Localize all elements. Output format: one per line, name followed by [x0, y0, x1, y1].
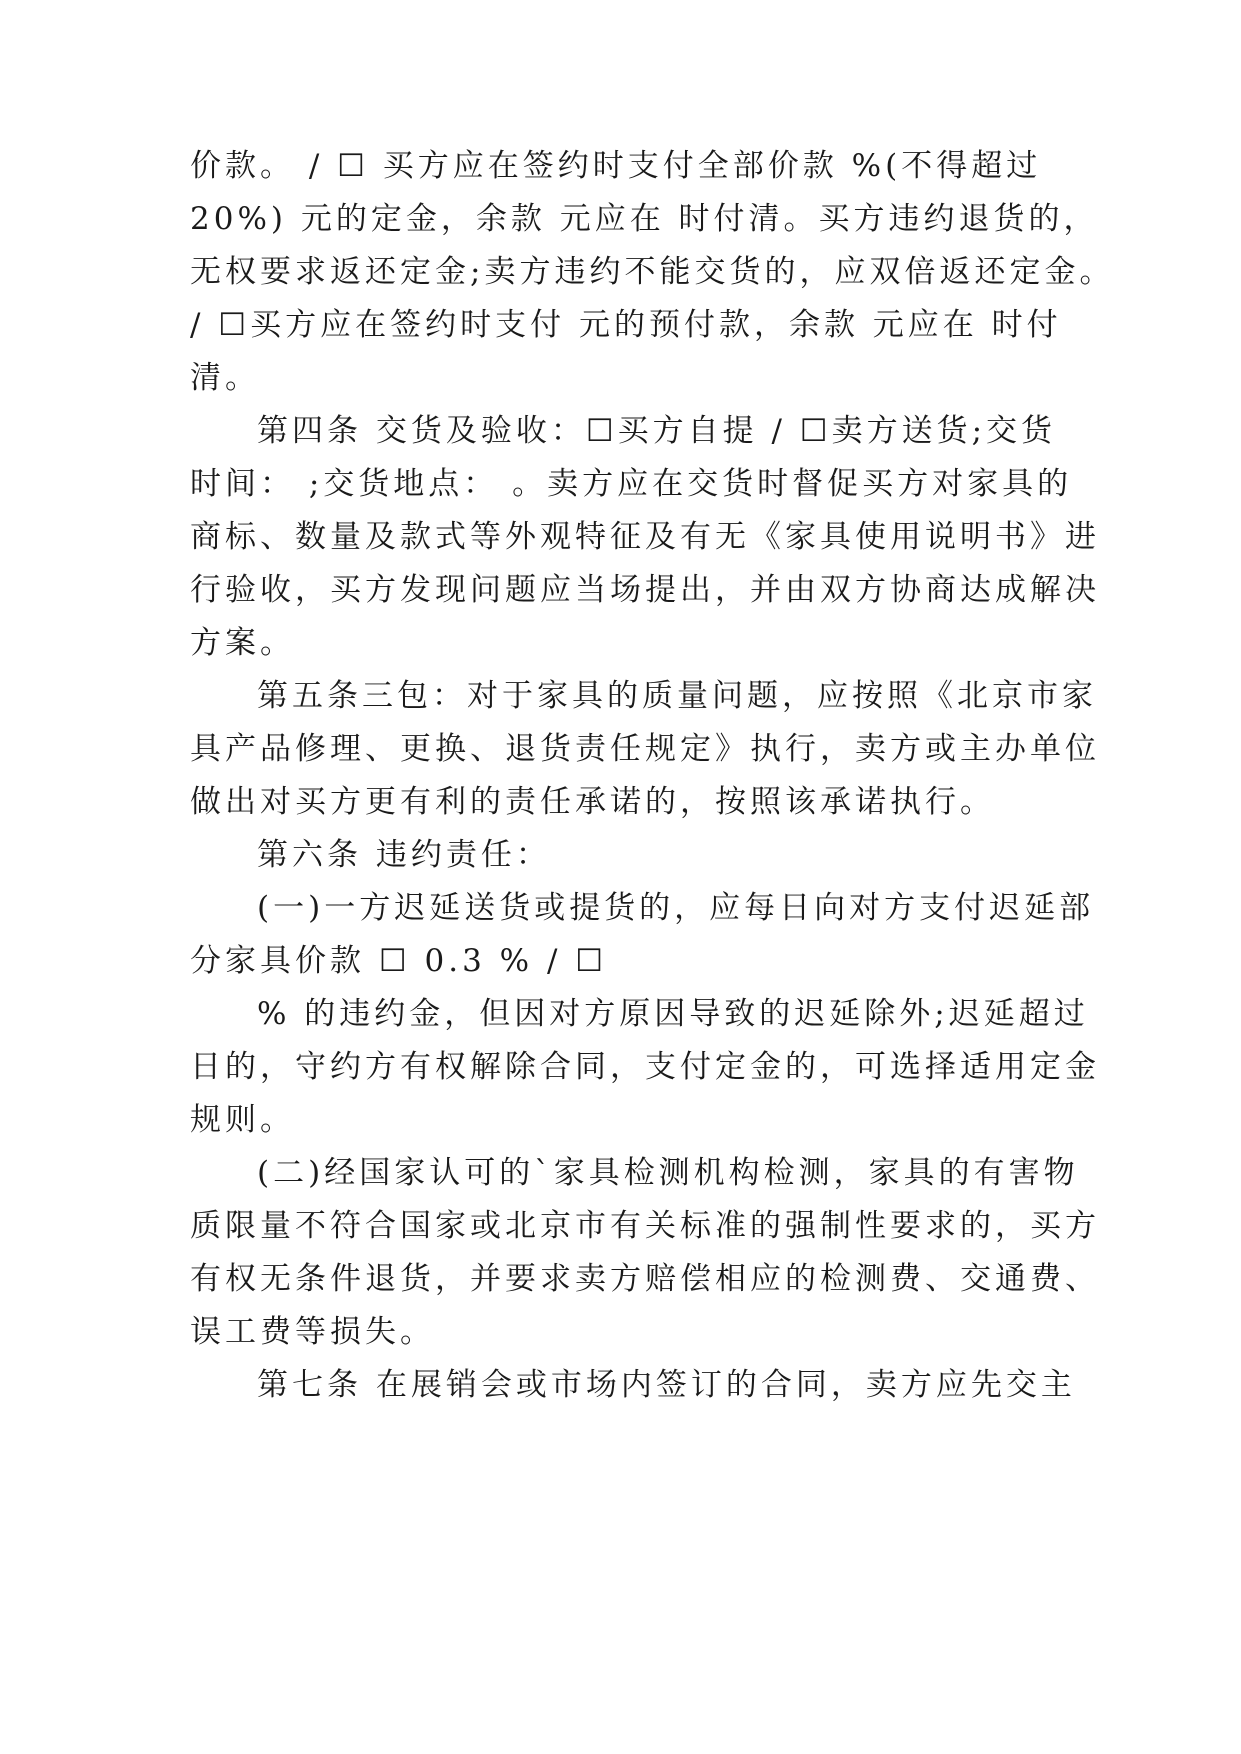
text-line: % 的违约金，但因对方原因导致的迟延除外;迟延超过	[257, 996, 1089, 1032]
text-line: 做出对买方更有利的责任承诺的，按照该承诺执行。	[190, 784, 995, 820]
text-line: 规则。	[190, 1102, 295, 1138]
text-line: 质限量不符合国家或北京市有关标准的强制性要求的，买方	[190, 1208, 1100, 1244]
text-line: 商标、数量及款式等外观特征及有无《家具使用说明书》进	[190, 519, 1100, 555]
text-line: 20%) 元的定金，余款 元应在 时付清。买方违约退货的，	[190, 201, 1099, 237]
text-line: 具产品修理、更换、退货责任规定》执行，卖方或主办单位	[190, 731, 1100, 767]
text-line: 第四条 交货及验收：☐买方自提 / ☐卖方送货;交货	[257, 413, 1057, 449]
text-line: 日的，守约方有权解除合同，支付定金的，可选择适用定金	[190, 1049, 1100, 1085]
text-line: 清。	[190, 360, 260, 396]
text-line: 行验收，买方发现问题应当场提出，并由双方协商达成解决	[190, 572, 1100, 608]
text-line: 价款。 / ☐ 买方应在签约时支付全部价款 %(不得超过	[190, 148, 1042, 184]
text-line: 第七条 在展销会或市场内签订的合同，卖方应先交主	[257, 1367, 1076, 1403]
text-line: 误工费等损失。	[190, 1314, 435, 1350]
text-line: 无权要求返还定金;卖方违约不能交货的，应双倍返还定金。	[190, 254, 1115, 290]
text-line: 有权无条件退货，并要求卖方赔偿相应的检测费、交通费、	[190, 1261, 1100, 1297]
text-line: 时间： ;交货地点： 。卖方应在交货时督促买方对家具的	[190, 466, 1073, 502]
text-line: 第五条三包：对于家具的质量问题，应按照《北京市家	[257, 678, 1097, 714]
text-line: 第六条 违约责任：	[257, 837, 551, 873]
text-line: / ☐买方应在签约时支付 元的预付款，余款 元应在 时付	[190, 307, 1062, 343]
text-line: 方案。	[190, 625, 295, 661]
text-line: 分家具价款 ☐ 0.3 % / ☐	[190, 943, 608, 979]
text-line: (一)一方迟延送货或提货的，应每日向对方支付迟延部	[257, 890, 1095, 926]
text-line: (二)经国家认可的`家具检测机构检测，家具的有害物	[257, 1155, 1079, 1191]
